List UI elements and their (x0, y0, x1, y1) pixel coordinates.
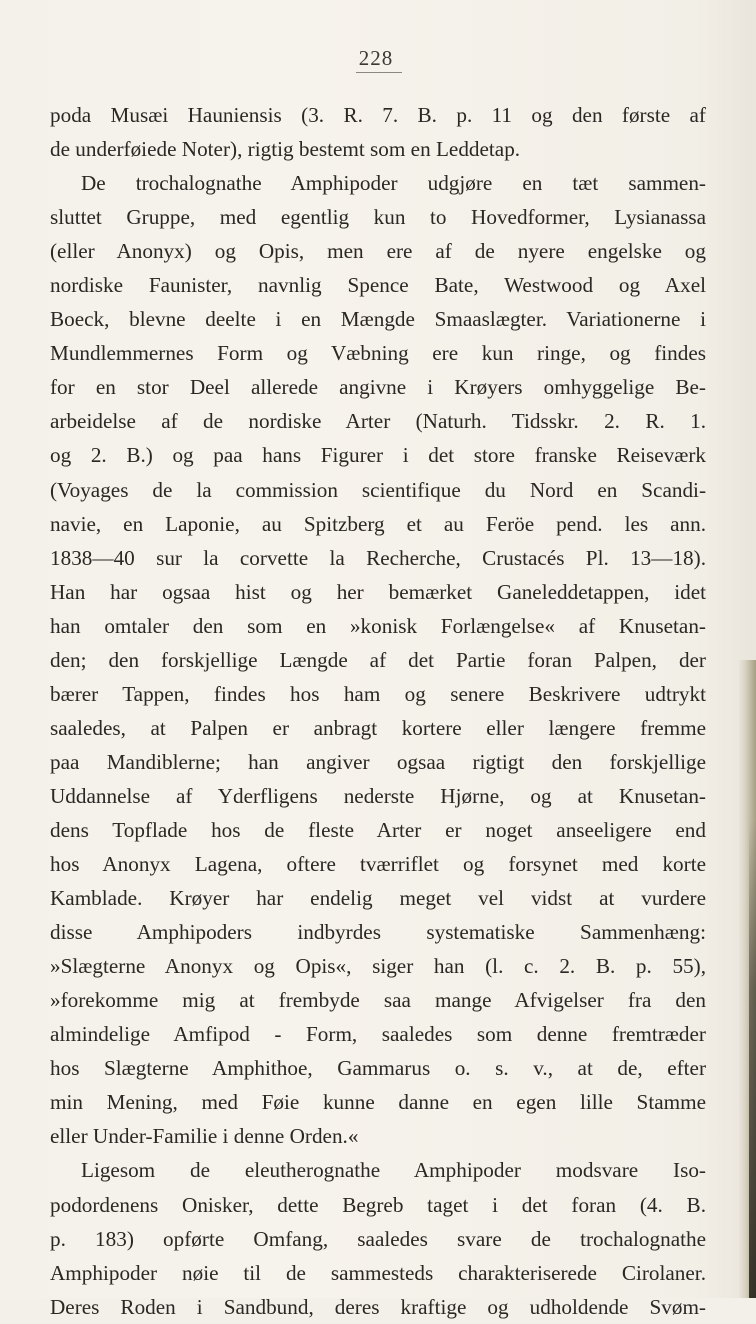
text-line: min Mening, med Føie kunne danne en egen lille Stamme (50, 1090, 706, 1115)
text-line: han omtaler den som en »konisk Forlængelse« af Knusetan- (50, 613, 706, 638)
text-line: Kamblade. Krøyer har endelig meget vel vidst at vurdere (50, 886, 706, 911)
text-line: arbeidelse af de nordiske Arter (Naturh. Tidsskr. 2. R. 1. (50, 409, 706, 434)
text-line: hos Anonyx Lagena, oftere tværriflet og forsynet med korte (50, 852, 706, 877)
text-line: Han har ogsaa hist og her bemærket Ganeleddetappen, idet (50, 579, 706, 604)
page-number: 228 (358, 46, 394, 70)
text-line: dens Topflade hos de fleste Arter er noget anseeligere end (50, 817, 706, 842)
page-edge-binding (749, 820, 756, 1298)
text-line: 1838—40 sur la corvette la Recherche, Crustacés Pl. 13—18). (50, 545, 706, 570)
text-line: bærer Tappen, findes hos ham og senere Beskrivere udtrykt (50, 681, 706, 706)
paragraph-start-line: Ligesom de eleutherognathe Amphipoder modsvare Iso- (81, 1158, 706, 1183)
text-line: »Slægterne Anonyx og Opis«, siger han (l. c. 2. B. p. 55), (50, 954, 706, 979)
text-line: Mundlemmernes Form og Væbning ere kun ringe, og findes (50, 341, 706, 366)
paragraph-start-line: De trochalognathe Amphipoder udgjøre en tæt sammen- (81, 171, 706, 196)
text-line: disse Amphipoders indbyrdes systematiske Sammenhæng: (50, 920, 706, 945)
text-line: p. 183) opførte Omfang, saaledes svare de trochalognathe (50, 1226, 706, 1251)
text-line: eller Under-Familie i denne Orden.« (50, 1124, 359, 1149)
body-text (50, 98, 706, 1324)
text-line: nordiske Faunister, navnlig Spence Bate, Westwood og Axel (50, 273, 706, 298)
text-line: sluttet Gruppe, med egentlig kun to Hovedformer, Lysianassa (50, 205, 706, 230)
text-line: Deres Roden i Sandbund, deres kraftige og udholdende Svøm- (50, 1294, 706, 1319)
text-line: navie, en Laponie, au Spitzberg et au Feröe pend. les ann. (50, 511, 706, 536)
header-rule (356, 72, 402, 73)
text-line: den; den forskjellige Længde af det Partie foran Palpen, der (50, 647, 706, 672)
text-line: Amphipoder nøie til de sammesteds charakteriserede Cirolaner. (50, 1260, 706, 1285)
text-line: hos Slægterne Amphithoe, Gammarus o. s. v., at de, efter (50, 1056, 706, 1081)
text-line: (Voyages de la commission scientifique du Nord en Scandi- (50, 477, 706, 502)
text-line: »forekomme mig at frembyde saa mange Afvigelser fra den (50, 988, 706, 1013)
text-line: de underføiede Noter), rigtig bestemt som en Leddetap. (50, 137, 521, 162)
text-line: poda Musæi Hauniensis (3. R. 7. B. p. 11 og den første af (50, 103, 706, 127)
text-line: og 2. B.) og paa hans Figurer i det store franske Reiseværk (50, 443, 706, 468)
text-line: (eller Anonyx) og Opis, men ere af de nyere engelske og (50, 239, 706, 264)
text-line: almindelige Amfipod - Form, saaledes som denne fremtræder (50, 1022, 706, 1047)
text-line: podordenens Onisker, dette Begreb taget i det foran (4. B. (50, 1192, 706, 1217)
text-line: for en stor Deel allerede angivne i Krøyers omhyggelige Be- (50, 375, 706, 400)
text-line: Boeck, blevne deelte i en Mængde Smaaslægter. Variationerne i (50, 307, 706, 332)
text-line: Uddannelse af Yderfligens nederste Hjørne, og at Knusetan- (50, 783, 706, 808)
text-line: paa Mandiblerne; han angiver ogsaa rigtigt den forskjellige (50, 749, 706, 774)
text-line: saaledes, at Palpen er anbragt kortere eller længere fremme (50, 715, 706, 740)
